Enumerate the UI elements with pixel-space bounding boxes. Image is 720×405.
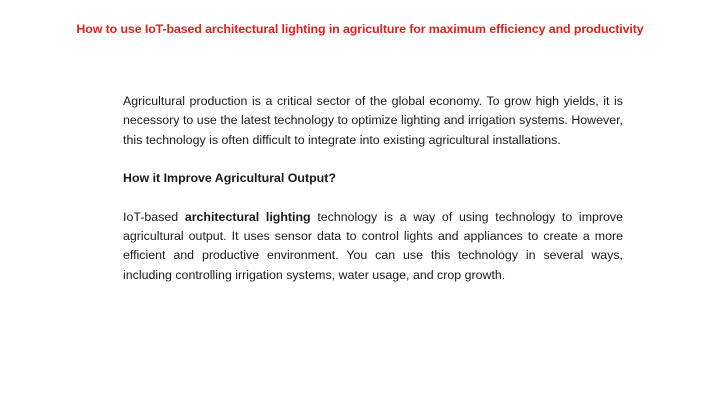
body-prefix: IoT-based	[123, 209, 185, 224]
body-suffix: technology is a way of using technology to improve agricultural output. It uses sensor data to control lights and appliances to create a more efficient and productive environment. You can use this technology in several ways, including controlling irrigation systems, water usage, and crop growth.	[123, 209, 624, 282]
architectural-lighting-link[interactable]: architectural lighting	[184, 209, 311, 224]
content-body	[123, 92, 623, 285]
body-paragraph	[123, 208, 623, 285]
intro-paragraph: Agricultural production is a critical sector of the global economy. To grow high yields, it is necessory to use the latest technology to optimize lighting and irrigation systems. However, this technology is often difficult to integrate into existing agricultural installations.	[123, 94, 623, 147]
page-title: How to use IoT-based architectural lighting in agriculture for maximum efficiency and productivity	[76, 22, 644, 36]
section-heading: How it Improve Agricultural Output?	[123, 171, 336, 186]
